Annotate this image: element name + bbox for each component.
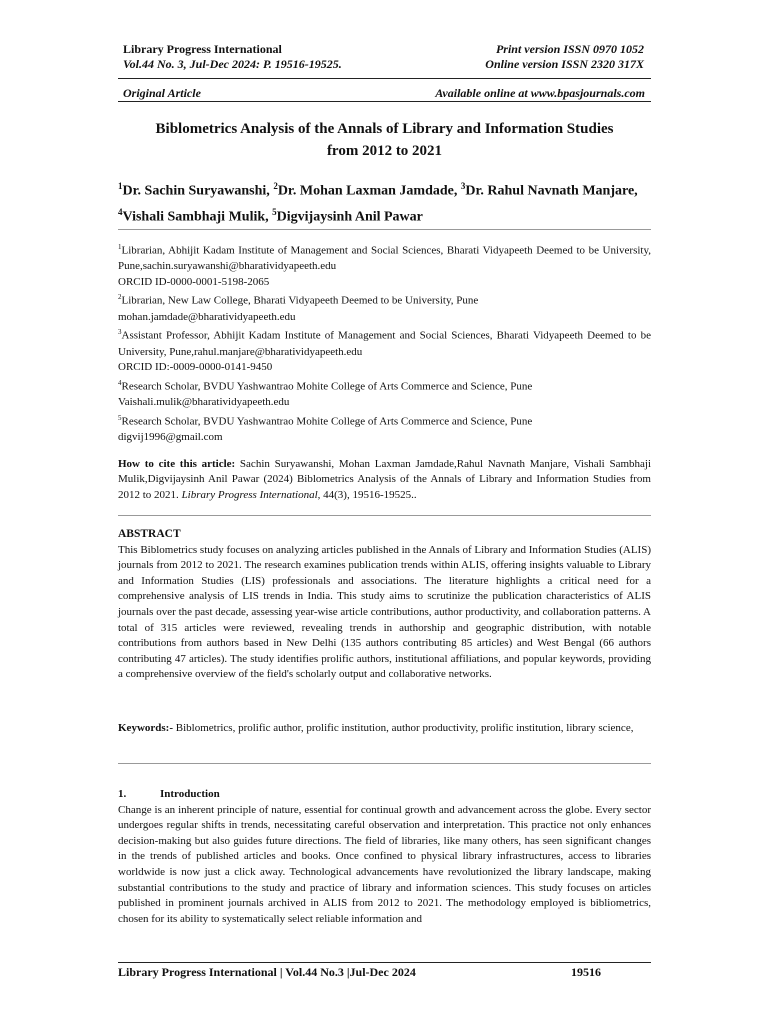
affiliation-sup: 2 bbox=[118, 293, 122, 302]
author-name: Dr. Rahul Navnath Manjare, bbox=[465, 183, 638, 199]
affiliation-text: Librarian, New Law College, Bharati Vidyapeeth Deemed to be University, Pune bbox=[121, 295, 479, 308]
citation-journal: Library Progress International, bbox=[181, 488, 321, 501]
affiliation-1 bbox=[118, 240, 651, 275]
email-2: mohan.jamdade@bharatividyapeeth.edu bbox=[118, 310, 296, 323]
volume-info: Vol.44 No. 3, Jul-Dec 2024: P. 19516-19525. bbox=[123, 57, 342, 71]
introduction-text: Change is an inherent principle of nature, essential for continual growth and advancement across the globe. Every sector undergoes regular shifts in trends, necessitating careful observation and interpretation. This practice not only enhances decision-making but also guides future directions. The field of libraries, like many others, has seen significant changes in the trends of published articles and books. Once confined to physical library infrastructures, access to libraries worldwide is now just a click away. Technological advancements have revolutionized the library landscape, making substantial contributions to the study and practice of library and information sciences. This study focuses on articles published in prominent journals archived in ALIS from 2012 to 2021. The methodology employed is bibliometrics, chosen for its ability to systematically select reliable information and bbox=[118, 803, 651, 925]
author-name: Dr. Sachin Suryawanshi, bbox=[122, 183, 274, 199]
citation-rule bbox=[118, 515, 651, 516]
article-type-row bbox=[123, 86, 645, 101]
author-name: Vishali Sambhaji Mulik, bbox=[122, 209, 273, 225]
title-line-1: Biblometrics Analysis of the Annals of Library and Information Studies bbox=[155, 121, 614, 137]
keywords-block bbox=[118, 721, 651, 737]
author-sup: 3 bbox=[460, 181, 466, 191]
citation-text: Sachin Suryawanshi, Mohan Laxman Jamdade,Rahul Navnath Manjare, Vishali Sambhaji Mulik,Digvijaysinh Anil Pawar (2024) Biblometrics Analysis of the Annals of Library and Information Studies from 2012 to 2021. bbox=[118, 458, 651, 501]
print-issn: Print version ISSN 0970 1052 bbox=[495, 42, 644, 56]
citation-tail: 44(3), 19516-19525.. bbox=[320, 488, 417, 501]
author-sup: 5 bbox=[272, 206, 277, 217]
journal-header bbox=[123, 42, 342, 72]
affiliation-sup: 4 bbox=[118, 378, 122, 387]
affiliation-sup: 1 bbox=[118, 243, 122, 251]
page-footer bbox=[118, 965, 651, 980]
journal-name: Library Progress International bbox=[123, 42, 282, 56]
affiliation-text: Research Scholar, BVDU Yashwantrao Mohite College of Arts Commerce and Science, Pune bbox=[121, 380, 533, 393]
citation-label: How to cite this article: bbox=[118, 458, 236, 470]
affiliation-sup: 5 bbox=[118, 413, 122, 422]
affiliation-text: Librarian, Abhijit Kadam Institute of Management and Social Sciences, Bharati Vidyapeeth Deemed to be University, Pune,sachin.suryawanshi@bharatividyapeeth.edu bbox=[118, 244, 651, 273]
affiliation-sup: 3 bbox=[118, 328, 122, 337]
available-online: Available online at www.bpasjournals.com bbox=[435, 86, 645, 100]
keywords-text: Biblometrics, prolific author, prolific institution, author productivity, prolific institution, library science, bbox=[173, 722, 634, 734]
author-sup: 4 bbox=[118, 206, 123, 217]
authors-rule bbox=[118, 229, 651, 230]
header-rule bbox=[118, 78, 651, 79]
keywords-label: Keywords:- bbox=[118, 722, 173, 734]
orcid-1: ORCID ID-0000-0001-5198-2065 bbox=[118, 275, 270, 288]
footer-journal: Library Progress International | Vol.44 No.3 |Jul-Dec 2024 bbox=[118, 965, 416, 979]
author-name: Dr. Mohan Laxman Jamdade, bbox=[277, 183, 461, 199]
affiliation-text: Research Scholar, BVDU Yashwantrao Mohite College of Arts Commerce and Science, Pune bbox=[121, 415, 533, 428]
author-sup: 2 bbox=[273, 181, 278, 191]
affiliation-2 bbox=[118, 290, 651, 309]
affiliation-text: Assistant Professor, Abhijit Kadam Institute of Management and Social Sciences, Bharati Vidyapeeth Deemed to be University, Pune,rahul.manjare@bharatividyapeeth.edu bbox=[118, 329, 651, 358]
title-line-2: from 2012 to 2021 bbox=[326, 143, 443, 159]
affiliations bbox=[118, 240, 651, 445]
article-type: Original Article bbox=[123, 86, 201, 100]
section-number: 1. bbox=[118, 788, 127, 800]
abstract-text: This Biblometrics study focuses on analyzing articles published in the Annals of Library and Information Studies (ALIS) journals from 2012 to 2021. The research examines publication trends within ALIS, offering insights valuable to Library and Information Studies (LIS) professionals and associations. The literature highlights a critical need for a comprehensive analysis of LIS trends in India. This study aims to scrutinize the publication characteristics of ALIS journals over the past decade, assessing year-wise article contributions, author productivity, and collaboration patterns. A total of 315 articles were reviewed, revealing trends in authorship and geographic distribution, with notable contributions from authors based in New Delhi (135 authors contributing 85 articles) and West Bengal (66 authors contributing 47 articles). The study identifies prolific authors, institutional affiliations, and popular keywords, providing a comprehensive overview of the field's scholarly output and collaborative networks. bbox=[118, 543, 651, 681]
online-issn: Online version ISSN 2320 317X bbox=[485, 57, 644, 71]
introduction-section bbox=[118, 787, 651, 927]
affiliation-3 bbox=[118, 325, 651, 360]
paper-title bbox=[118, 118, 651, 162]
orcid-3: ORCID ID:-0009-0000-0141-9450 bbox=[118, 361, 273, 374]
abstract-block bbox=[118, 527, 651, 683]
author-name: Digvijaysinh Anil Pawar bbox=[276, 209, 423, 225]
introduction-heading bbox=[118, 787, 651, 803]
section-title: Introduction bbox=[160, 788, 220, 800]
email-4: Vaishali.mulik@bharatividyapeeth.edu bbox=[118, 395, 290, 408]
issn-block bbox=[485, 42, 644, 72]
author-list bbox=[118, 176, 651, 227]
footer-rule bbox=[118, 962, 651, 963]
citation-block bbox=[118, 457, 651, 503]
abstract-heading: ABSTRACT bbox=[118, 528, 181, 540]
header-rule-2 bbox=[118, 101, 651, 102]
page-number: 19516 bbox=[571, 965, 601, 979]
affiliation-5 bbox=[118, 411, 651, 430]
author-sup: 1 bbox=[118, 181, 123, 191]
affiliation-4 bbox=[118, 376, 651, 395]
email-5: digvij1996@gmail.com bbox=[118, 430, 223, 443]
keywords-rule bbox=[118, 763, 651, 764]
